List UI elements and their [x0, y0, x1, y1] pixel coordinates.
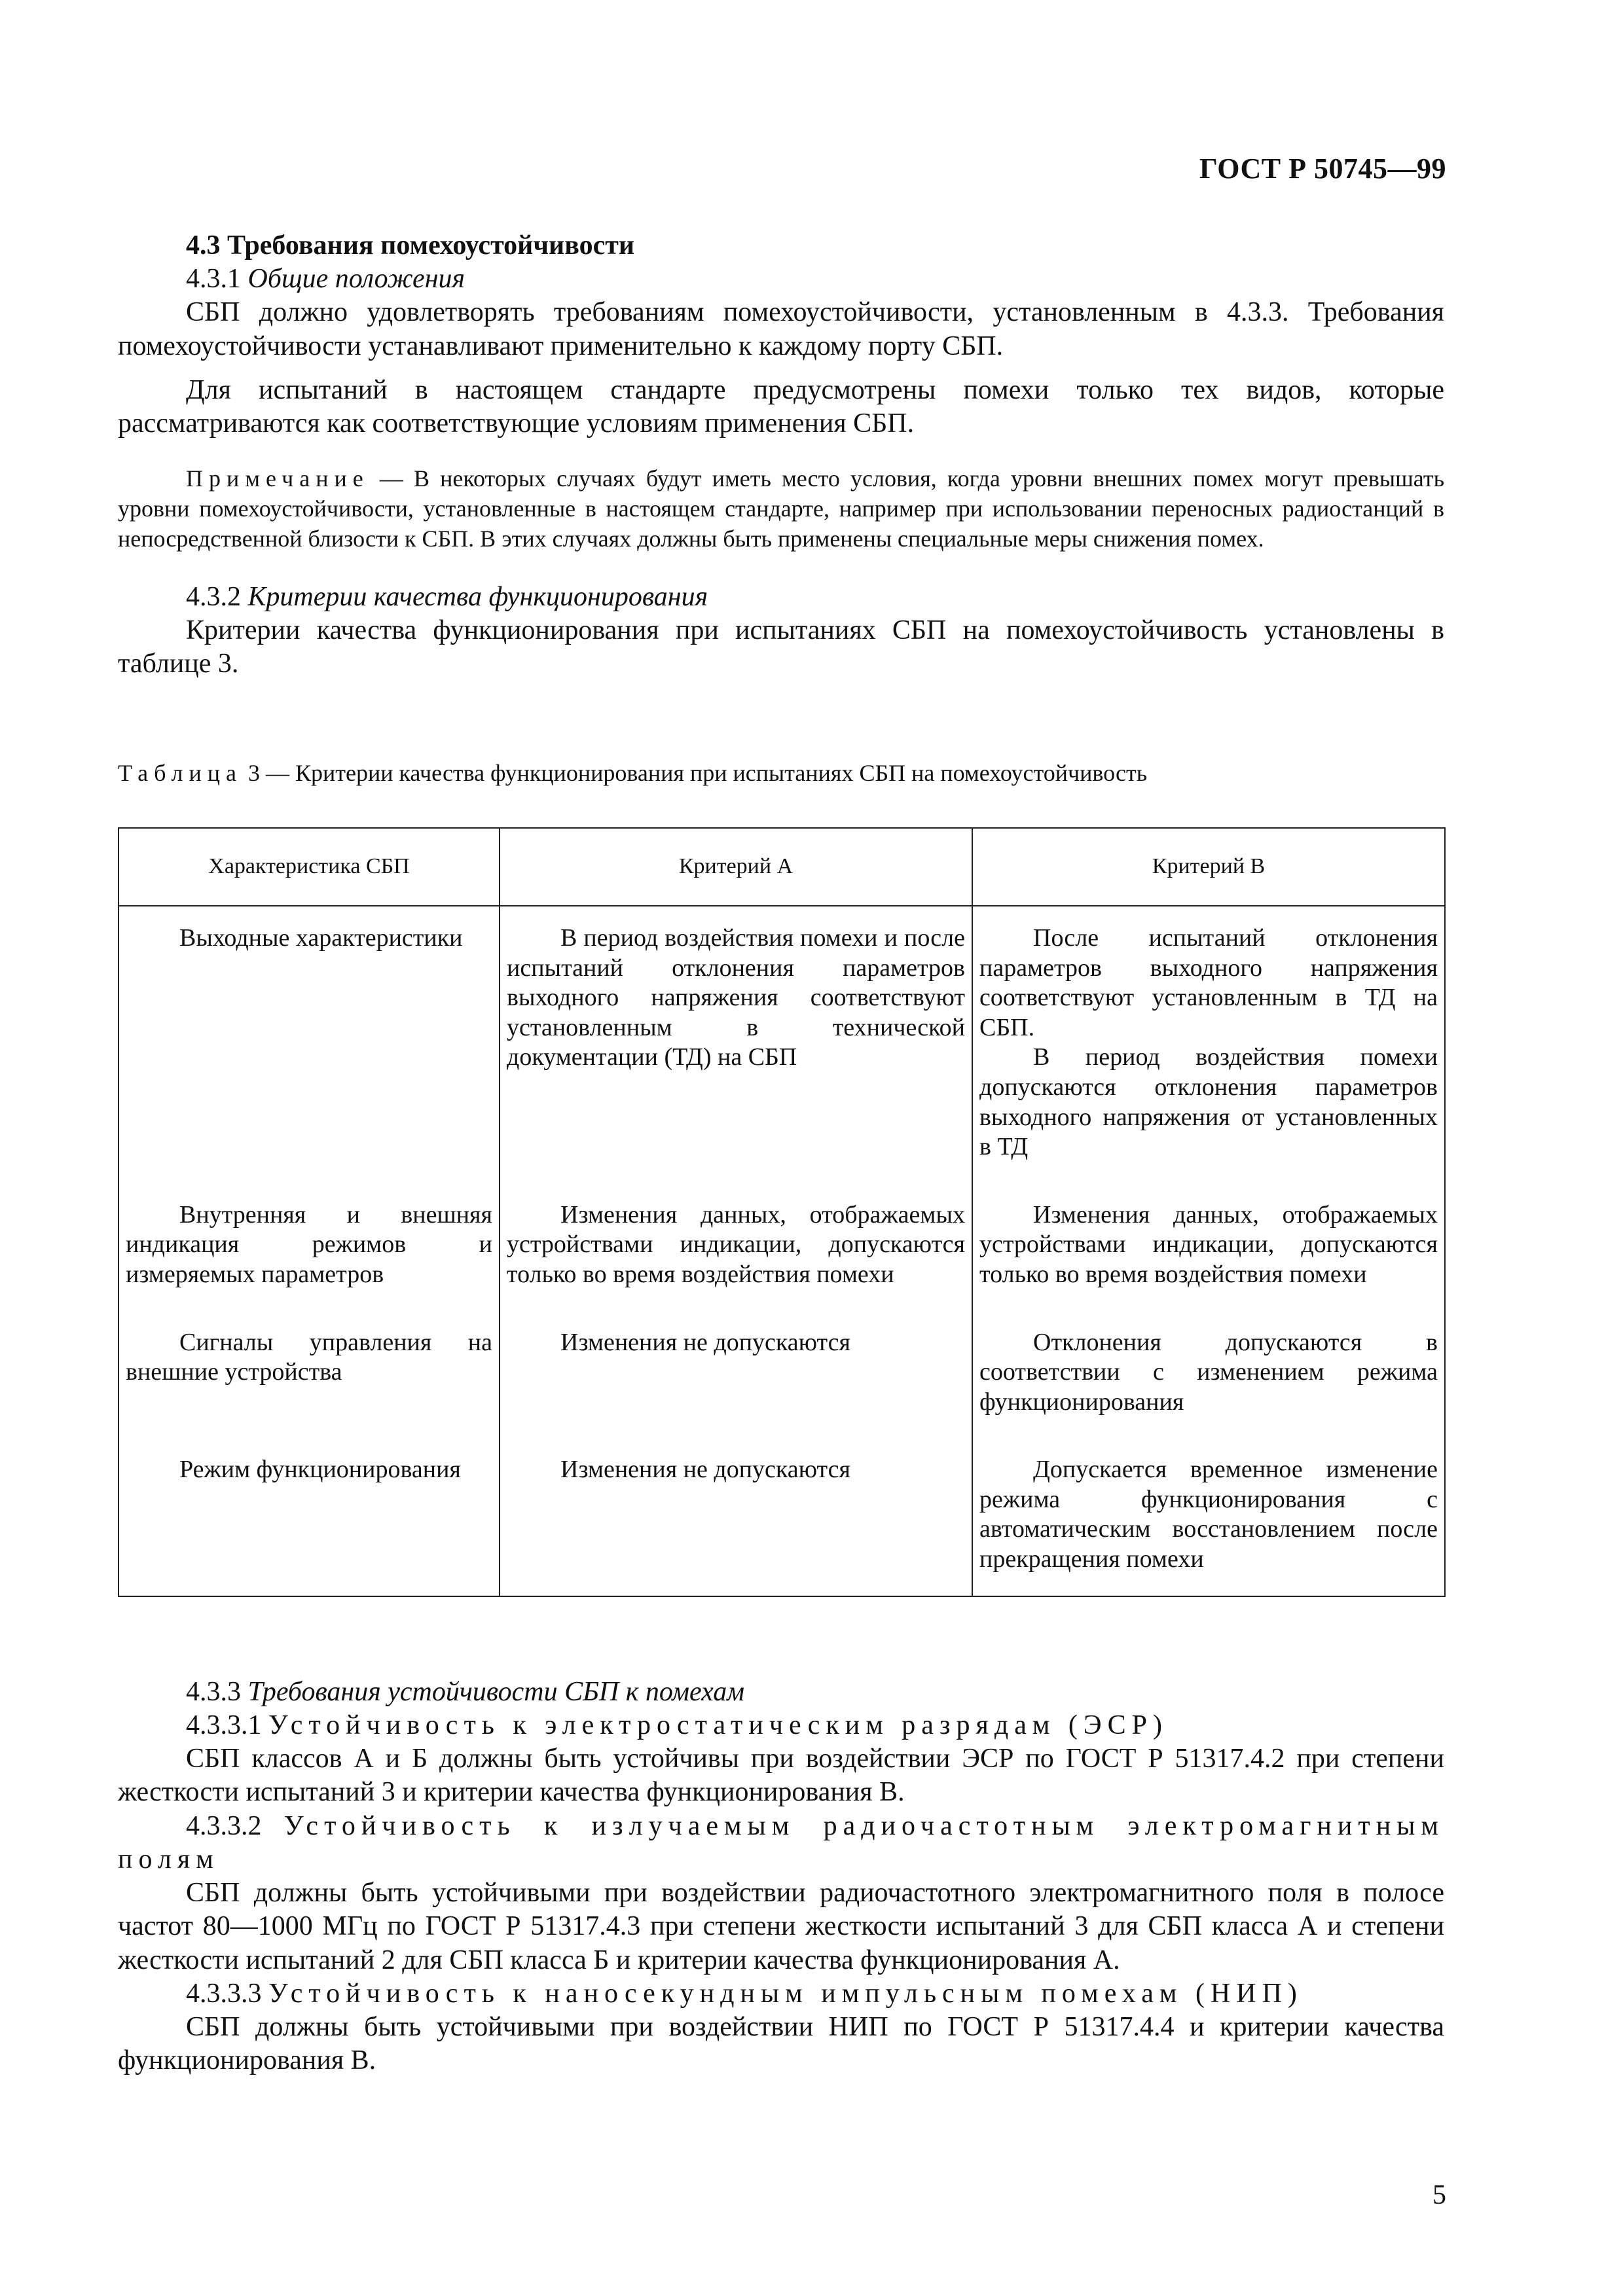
- clause-heading-4-3-3-2: [118, 1810, 1444, 1876]
- clause-number: 4.3.3.3: [186, 1978, 262, 2009]
- table-cell: [500, 1183, 972, 1311]
- table-cell: [500, 1311, 972, 1439]
- clause-number: 4.3.3.1: [186, 1710, 262, 1740]
- table-cell: [119, 1183, 500, 1311]
- paragraph: СБП классов А и Б должны быть устойчивы при воздействии ЭСР по ГОСТ Р 51317.4.2 при степени жесткости испытаний 3 и критерии качества функционирования В.: [118, 1744, 1444, 1808]
- table-cell: [119, 906, 500, 1183]
- cell-text: Изменения не допускаются: [560, 1328, 850, 1356]
- cell-text: Режим функционирования: [179, 1456, 461, 1484]
- criteria-table: [118, 827, 1446, 1596]
- table-row: [119, 1438, 1445, 1596]
- page-number: 5: [1432, 2180, 1446, 2210]
- table-row: [119, 906, 1445, 1183]
- subsection-heading-4-3-3: [118, 1676, 1444, 1709]
- paragraph: СБП должны быть устойчивыми при воздействии радиочастотного электромагнитного поля в полосе частот 80—1000 МГц по ГОСТ Р 51317.4.3 при степени жесткости испытаний 3 для СБП класса А и степени жесткости испытаний 2 для СБП класса Б и критерии качества функционирования А.: [118, 1878, 1444, 1975]
- note: [118, 464, 1444, 554]
- clause-title: Устойчивость к излучаемым радиочастотным электромагнитным полям: [118, 1810, 1445, 1874]
- cell-text: После испытаний отклонения параметров выходного напряжения соответствуют установленным в ТД на СБП.: [979, 924, 1438, 1041]
- table-cell: [972, 1438, 1445, 1596]
- paragraph: СБП должно удовлетворять требованиям помехоустойчивости, установленным в 4.3.3. Требования помехоустойчивости устанавливают применительно к каждому порту СБП.: [118, 297, 1444, 361]
- table-header-cell: Критерий В: [972, 828, 1445, 906]
- table-row: [119, 1183, 1445, 1311]
- standard-number: ГОСТ Р 50745—99: [1199, 152, 1446, 185]
- paragraph: Для испытаний в настоящем стандарте предусмотрены помехи только тех видов, которые рассматриваются как соответствующие условиям применения СБП.: [118, 374, 1444, 439]
- table-cell: [972, 1183, 1445, 1311]
- table-caption-text: 3 — Критерии качества функционирования при испытаниях СБП на помехоустойчивость: [242, 760, 1148, 787]
- cell-text: В период воздействия помехи и после испытаний отклонения параметров выходного напряжения соответствуют установленным в технической документации (ТД) на СБП: [507, 924, 965, 1071]
- subsection-number: 4.3.2: [186, 581, 241, 612]
- section-title: 4.3 Требования помехоустойчивости: [186, 230, 635, 260]
- subsection-title: Требования устойчивости СБП к помехам: [247, 1676, 745, 1707]
- cell-text: Сигналы управления на внешние устройства: [126, 1328, 492, 1386]
- cell-text: В период воздействия помехи допускаются отклонения параметров выходного напряжения от установленных в ТД: [979, 1043, 1438, 1161]
- subsection-heading-4-3-2: [118, 581, 1444, 614]
- note-text: — В некоторых случаях будут иметь место условия, когда уровни внешних помех могут превышать уровни помехоустойчивости, установленные в настоящем стандарте, например при использовании переносных радиостанций в непосредственной близости к СБП. В этих случаях должны быть применены специальные меры снижения помех.: [118, 465, 1444, 552]
- table-caption-label: Таблица: [118, 760, 242, 787]
- subsection-title: Критерии качества функционирования: [247, 581, 708, 612]
- subsection-heading-4-3-1: [118, 262, 1444, 296]
- table-header-cell: Критерий А: [500, 828, 972, 906]
- note-label: Примечание: [186, 465, 369, 492]
- table-header-cell: Характеристика СБП: [119, 828, 500, 906]
- paragraph: СБП должны быть устойчивыми при воздействии НИП по ГОСТ Р 51317.4.4 и критерии качества функционирования В.: [118, 2012, 1444, 2076]
- cell-text: Изменения не допускаются: [560, 1456, 850, 1484]
- table-cell: [972, 1311, 1445, 1439]
- table-row: [119, 1311, 1445, 1439]
- page-content: [118, 229, 1444, 2077]
- paragraph: Критерии качества функционирования при испытаниях СБП на помехоустойчивость установлены в таблице 3.: [118, 615, 1444, 679]
- table-caption: [118, 759, 1444, 788]
- clause-title: Устойчивость к наносекундным импульсным помехам (НИП): [268, 1978, 1303, 2009]
- clause-heading-4-3-3-3: [118, 1977, 1444, 2011]
- cell-text: Допускается временное изменение режима функционирования с автоматическим восстановлением после прекращения помехи: [979, 1456, 1438, 1573]
- subsection-number: 4.3.1: [186, 264, 241, 295]
- table-cell: [500, 1438, 972, 1596]
- table-cell: [119, 1438, 500, 1596]
- subsection-title: Общие положения: [247, 264, 465, 295]
- cell-text: Выходные характеристики: [179, 924, 463, 952]
- table-cell: [119, 1311, 500, 1439]
- cell-text: Изменения данных, отображаемых устройствами индикации, допускаются только во время воздействия помехи: [507, 1200, 965, 1288]
- clause-number: 4.3.3.2: [186, 1810, 262, 1841]
- cell-text: Отклонения допускаются в соответствии с изменением режима функционирования: [979, 1328, 1438, 1416]
- subsection-number: 4.3.3: [186, 1676, 241, 1707]
- table-header-row: [119, 828, 1445, 906]
- cell-text: Изменения данных, отображаемых устройствами индикации, допускаются только во время воздействия помехи: [979, 1200, 1438, 1288]
- clause-title: Устойчивость к электростатическим разрядам (ЭСР): [268, 1710, 1169, 1740]
- table-cell: [972, 906, 1445, 1183]
- table-cell: [500, 906, 972, 1183]
- clause-heading-4-3-3-1: [118, 1709, 1444, 1742]
- cell-text: Внутренняя и внешняя индикация режимов и измеряемых параметров: [126, 1200, 492, 1288]
